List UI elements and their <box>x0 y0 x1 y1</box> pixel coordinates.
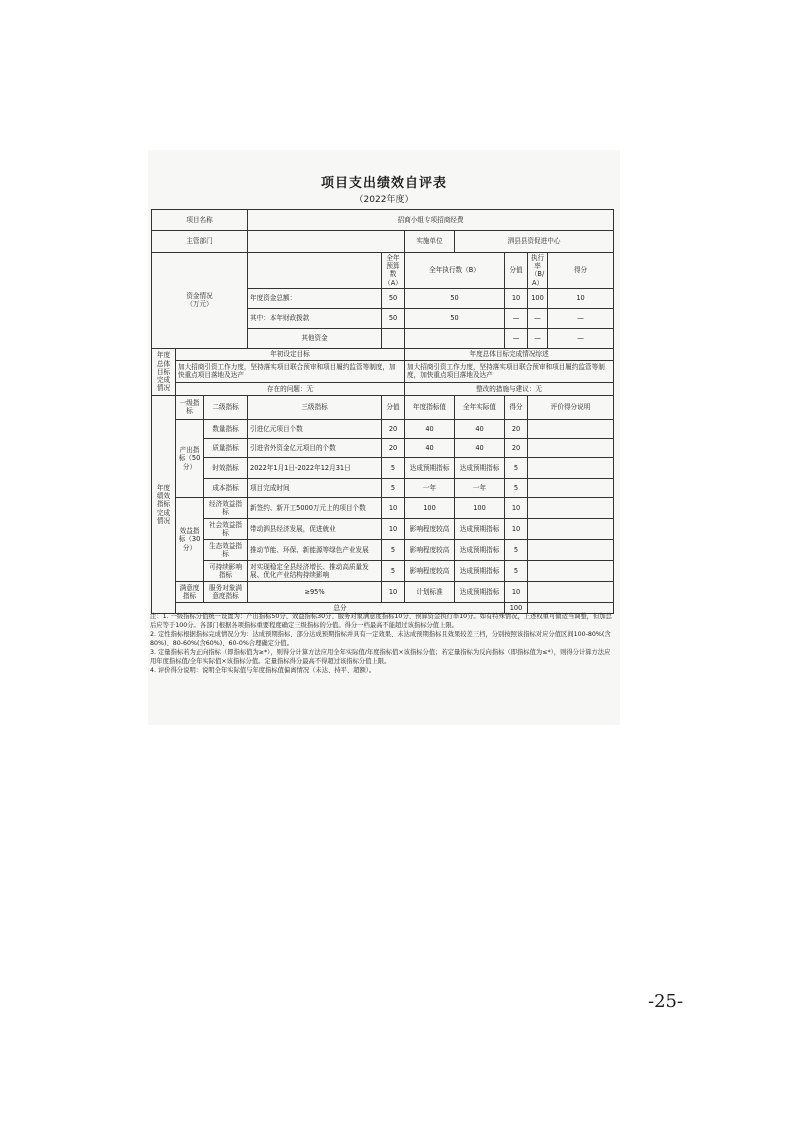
row-funds-fiscal: 其中：本年财政拨款 50 50 — — — <box>152 308 614 328</box>
initial-goal-text: 加大招商引资工作力度，坚持落实项目联合预审和项目履约监管等制度，加快重点项目落地及达产 <box>176 360 405 382</box>
indicator-row: 质量指标 引进省外资金亿元项目的个数 20 40 40 20 <box>152 438 614 457</box>
row-funds-other: 其他资金 — — — <box>152 328 614 348</box>
footnotes <box>150 612 616 675</box>
indicator-row: 效益指标（30分） 经济效益指标 新签约、新开工5000万元上的项目个数 10 100 100 10 <box>152 497 614 518</box>
completion-text: 加大招商引资工作力度，坚持落实项目联合预审和项目履约监管等制度，加快重点项目落地及达产 <box>405 360 614 382</box>
row-indicator-header: 年度绩效指标完成情况 一级指标 二级指标 三级指标 分值 年度指标值 全年实际值 得分 评价得分说明 <box>152 395 614 419</box>
performance-table <box>151 209 614 614</box>
label-effect: 效益指标（30分） <box>176 497 204 581</box>
label-department: 主管部门 <box>152 231 248 253</box>
row-funds-header <box>152 253 614 289</box>
document-title: 项目支出绩效自评表 <box>320 176 447 191</box>
label-project-name: 项目名称 <box>152 210 248 231</box>
indicator-row: 社会效益指标 带动泗县经济发展，促进就业 10 影响程度较高 达成预期指标 10 <box>152 518 614 539</box>
row-funds-total: 年度资金总额： 50 50 10 100 10 <box>152 288 614 308</box>
document-year: （2022年度） <box>354 195 414 205</box>
label-funds: 资金情况 （万元） <box>152 253 248 349</box>
label-goals-side: 年度总体目标完成情况 <box>152 348 176 395</box>
label-impl-unit: 实施单位 <box>405 231 455 253</box>
label-output: 产出指标（50分） <box>176 419 204 497</box>
row-goals-header <box>152 348 614 360</box>
col-score: 分值 <box>505 253 528 289</box>
col-get: 得分 <box>548 253 614 289</box>
indicator-row: 生态效益指标 推动节能、环保、新能源等绿色产业发展 5 影响程度较高 达成预期指标 5 <box>152 539 614 560</box>
row-project-name <box>152 210 614 231</box>
satisfaction-row: 满意度指标 服务对象满意度指标 ≥95% 10 计划标准 达成预期指标 10 <box>152 581 614 602</box>
page-number: -25- <box>648 991 684 1012</box>
value-department <box>248 231 405 253</box>
measures-text: 整改的措施与建议：无 <box>405 382 614 395</box>
value-project-name: 招商小组专项招商经费 <box>248 210 614 231</box>
label-initial-goal: 年初设定目标 <box>176 348 405 360</box>
footnote: 注：1. 一级指标分值统一设置为：产出指标50分、效益指标30分、服务对象满意度指标10分、预算资金执行率10分。如有特殊情况，上述权重可做适当调整，但加总后应等于100分。各部门根据各项指标重要程度确定三级指标的分值。得分一档最高不能超过该指标分值上限。 <box>150 613 612 629</box>
col-exec: 全年执行数（B） <box>405 253 505 289</box>
indicator-row: 产出指标（50分） 数量指标 引进亿元项目个数 20 40 40 20 <box>152 419 614 438</box>
footnote: 3. 定量指标若为正向指标（即指标值为≥*），则得分计算方法应用全年实际值/年度指标值×该指标分值；若定量指标为反向指标（即指标值为≤*），则得分计算方法应用年度指标值/全年实际值×该指标分值。定量指标得分最高不得超过该指标分值上限。 <box>150 649 611 665</box>
value-impl-unit: 泗县县资促进中心 <box>455 231 614 253</box>
col-rate: 执行率（B/A） <box>528 253 548 289</box>
problems-text: 存在的问题：无 <box>176 382 405 395</box>
row-goals-text <box>152 360 614 382</box>
col-budget: 全年预算数（A） <box>382 253 405 289</box>
total-label: 总分 <box>176 602 505 613</box>
footnote: 2. 定性指标根据指标完成情况分为：达成预期指标、部分达成预期指标并具有一定效果、未达成预期指标且效果较差三档，分别按照该指标对应分值区间100-80%(含80%)、80-60%(含60%)、60-0%合理确定分值。 <box>150 631 611 647</box>
label-completion: 年度总体目标完成情况综述 <box>405 348 614 360</box>
label-indicators-side: 年度绩效指标完成情况 <box>152 395 176 613</box>
indicator-row: 成本指标 项目完成时间 5 一年 一年 5 <box>152 478 614 497</box>
indicator-row: 可持续影响指标 对实现稳定全县经济增长、推动高质量发展、优化产业结构持续影响 5 影响程度较高 达成预期指标 5 <box>152 560 614 581</box>
row-goals-issues <box>152 382 614 395</box>
indicator-row: 时效指标 2022年1月1日-2022年12月31日 5 达成预期指标 达成预期指标 5 <box>152 457 614 478</box>
footnote: 4. 评价得分说明：说明全年实际值与年度指标值偏离情况（未达、持平、超额）。 <box>150 667 376 674</box>
total-value: 100 <box>505 602 528 613</box>
row-department <box>152 231 614 253</box>
